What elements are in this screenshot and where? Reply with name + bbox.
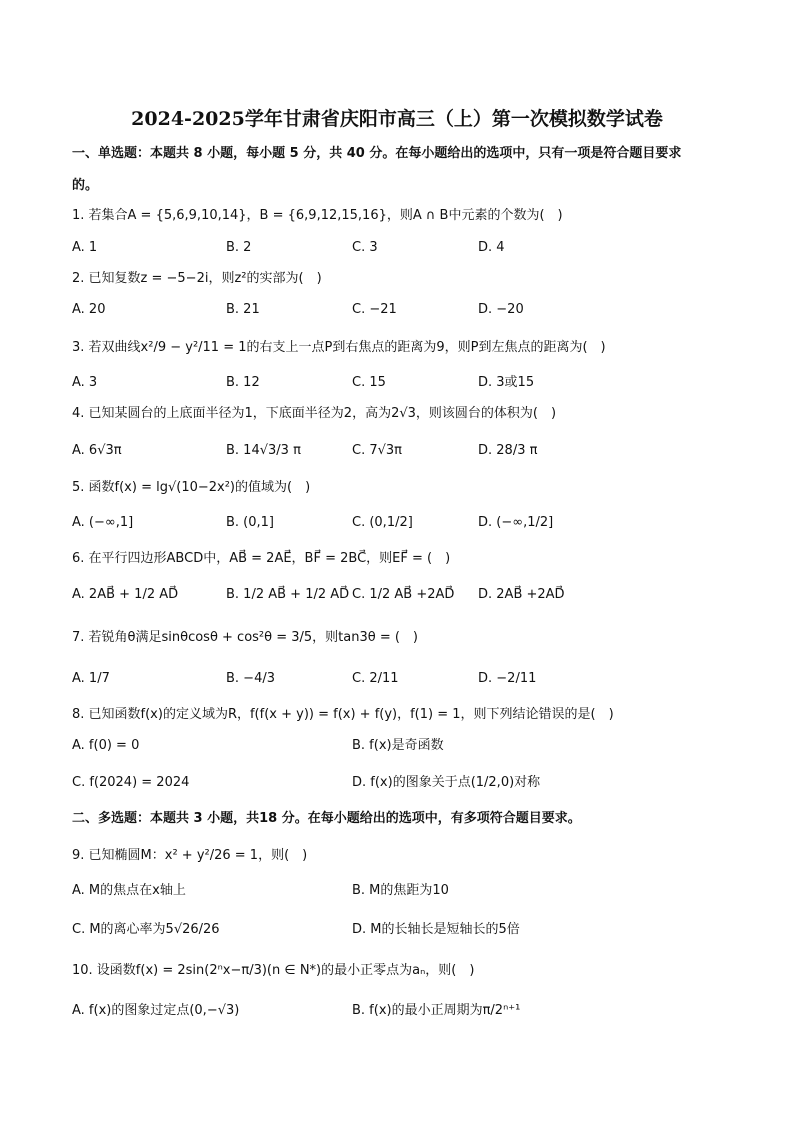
question-8-stem: 8. 已知函数f(x)的定义域为R，f(f(x + y)) = f(x) + f(y)，f(1) = 1，则下列结论错误的是( ) [72,707,614,722]
question-9-stem: 9. 已知椭圆M：x² + y²/26 = 1，则( ) [72,848,308,863]
question-9-option-d: D. M的长轴长是短轴长的5倍 [352,922,520,937]
question-4-option-d: D. 28/3 π [478,443,538,458]
question-2-option-d: D. −20 [478,302,524,317]
question-10-option-b: B. f(x)的最小正周期为π/2ⁿ⁺¹ [352,1003,521,1018]
question-2-option-b: B. 21 [226,302,260,317]
question-7-stem: 7. 若锐角θ满足sinθcosθ + cos²θ = 3/5，则tan3θ = ( ) [72,630,418,645]
question-5-stem: 5. 函数f(x) = lg√(10−2x²)的值域为( ) [72,480,311,495]
question-2-option-c: C. −21 [352,302,397,317]
question-3-option-d: D. 3或15 [478,375,535,390]
question-10-option-a: A. f(x)的图象过定点(0,−√3) [72,1003,240,1018]
question-5-option-c: C. (0,1/2] [352,515,413,530]
question-8-option-c: C. f(2024) = 2024 [72,775,190,790]
question-7-option-b: B. −4/3 [226,671,275,686]
question-5-option-b: B. (0,1] [226,515,275,530]
question-6-option-d: D. 2AB⃗ +2AD⃗ [478,587,565,602]
question-4-option-b: B. 14√3/3 π [226,443,301,458]
question-1-stem: 1. 若集合A = {5,6,9,10,14}，B = {6,9,12,15,16}，则A ∩ B中元素的个数为( ) [72,208,563,223]
section-1-heading-line-2: 的。 [72,178,99,193]
page-title: 2024-2025学年甘肃省庆阳市高三（上）第一次模拟数学试卷 [131,108,663,130]
question-7-option-d: D. −2/11 [478,671,537,686]
question-7-option-c: C. 2/11 [352,671,399,686]
question-1-option-d: D. 4 [478,240,505,255]
question-2-stem: 2. 已知复数z = −5−2i，则z²的实部为( ) [72,271,322,286]
question-1-option-c: C. 3 [352,240,378,255]
question-3-stem: 3. 若双曲线x²/9 − y²/11 = 1的右支上一点P到右焦点的距离为9，则P到左焦点的距离为( ) [72,340,606,355]
question-6-option-a: A. 2AB⃗ + 1/2 AD⃗ [72,587,179,602]
question-9-option-c: C. M的离心率为5√26/26 [72,922,220,937]
question-10-stem: 10. 设函数f(x) = 2sin(2ⁿx−π/3)(n ∈ N*)的最小正零点为aₙ，则( ) [72,963,475,978]
question-3-option-b: B. 12 [226,375,260,390]
question-4-option-a: A. 6√3π [72,443,122,458]
question-5-option-a: A. (−∞,1] [72,515,134,530]
question-6-stem: 6. 在平行四边形ABCD中，AB⃗ = 2AE⃗，BF⃗ = 2BC⃗，则EF⃗ = ( ) [72,551,451,566]
question-8-option-d: D. f(x)的图象关于点(1/2,0)对称 [352,775,541,790]
question-9-option-a: A. M的焦点在x轴上 [72,883,186,898]
section-1-heading-line-1: 一、单选题：本题共 8 小题，每小题 5 分，共 40 分。在每小题给出的选项中，只有一项是符合题目要求 [72,146,682,161]
question-5-option-d: D. (−∞,1/2] [478,515,554,530]
question-1-option-b: B. 2 [226,240,252,255]
question-6-option-c: C. 1/2 AB⃗ +2AD⃗ [352,587,455,602]
question-9-option-b: B. M的焦距为10 [352,883,449,898]
question-4-stem: 4. 已知某圆台的上底面半径为1，下底面半径为2，高为2√3，则该圆台的体积为( ) [72,406,557,421]
question-3-option-c: C. 15 [352,375,386,390]
question-1-option-a: A. 1 [72,240,98,255]
question-6-option-b: B. 1/2 AB⃗ + 1/2 AD⃗ [226,587,350,602]
section-2-heading: 二、多选题：本题共 3 小题，共18 分。在每小题给出的选项中，有多项符合题目要求。 [72,811,581,826]
question-2-option-a: A. 20 [72,302,106,317]
question-7-option-a: A. 1/7 [72,671,110,686]
question-8-option-b: B. f(x)是奇函数 [352,738,444,753]
question-3-option-a: A. 3 [72,375,98,390]
question-8-option-a: A. f(0) = 0 [72,738,140,753]
question-4-option-c: C. 7√3π [352,443,402,458]
